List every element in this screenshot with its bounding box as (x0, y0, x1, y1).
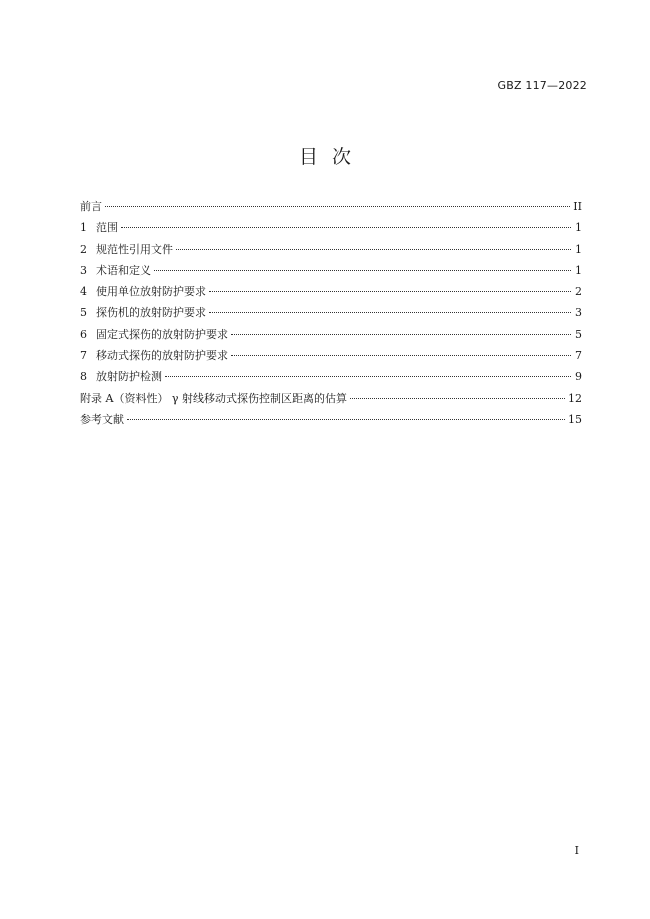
toc-entry-bibliography[interactable] (80, 409, 582, 430)
toc-entry-label: 固定式探伤的放射防护要求 (96, 327, 228, 341)
toc-entry-normative-references[interactable] (80, 239, 582, 260)
toc-entry-page: 2 (575, 285, 582, 299)
toc-entry-equipment-requirements[interactable] (80, 302, 582, 323)
toc-entry-page: 1 (575, 263, 582, 277)
toc-entry-page: 3 (575, 306, 582, 320)
toc-dot-leader (127, 419, 565, 420)
toc-title: 目次 (298, 146, 365, 168)
toc-entry-foreword[interactable] (80, 196, 582, 217)
toc-entry-number: 5 (80, 306, 87, 320)
toc-dot-leader (209, 312, 571, 313)
page-number: I (574, 844, 579, 857)
toc-dot-leader (231, 334, 571, 335)
toc-entry-terms-definitions[interactable] (80, 260, 582, 281)
toc-entry-page: 9 (575, 370, 582, 384)
toc-entry-number: 4 (80, 285, 87, 299)
toc-entry-page: 15 (568, 412, 582, 426)
toc-entry-label: 移动式探伤的放射防护要求 (96, 349, 228, 363)
toc-entry-page: 12 (568, 391, 582, 405)
toc-dot-leader (209, 291, 571, 292)
toc-entry-scope[interactable] (80, 217, 582, 238)
toc-entry-number: 2 (80, 242, 87, 256)
toc-dot-leader (350, 398, 565, 399)
toc-entry-label: 前言 (80, 200, 102, 213)
document-code: GBZ 117—2022 (497, 79, 587, 92)
toc-entry-page: 7 (575, 349, 582, 363)
toc-entry-label: 规范性引用文件 (96, 242, 173, 256)
toc-entry-label: 附录 A（资料性） γ 射线移动式探伤控制区距离的估算 (80, 391, 348, 405)
toc-entry-label: 范围 (96, 221, 118, 235)
toc-entry-page: 5 (575, 327, 582, 341)
toc-dot-leader (165, 376, 571, 377)
toc-entry-label: 使用单位放射防护要求 (96, 285, 206, 299)
toc-entry-page: 1 (575, 242, 582, 256)
toc-entry-number: 3 (80, 263, 87, 277)
toc-entry-label: 放射防护检测 (96, 370, 162, 384)
toc-dot-leader (121, 227, 571, 228)
toc-entry-label: 术语和定义 (96, 263, 151, 277)
table-of-contents (80, 196, 582, 430)
toc-entry-page: II (573, 200, 582, 213)
toc-entry-number: 7 (80, 349, 87, 363)
toc-entry-appendix-a[interactable] (80, 388, 582, 409)
toc-entry-protection-testing[interactable] (80, 366, 582, 387)
toc-dot-leader (154, 270, 571, 271)
toc-entry-label: 参考文献 (80, 412, 124, 426)
toc-dot-leader (176, 249, 571, 250)
toc-entry-label: 探伤机的放射防护要求 (96, 306, 206, 320)
toc-dot-leader (105, 206, 570, 207)
toc-entry-page: 1 (575, 221, 582, 235)
toc-entry-number: 8 (80, 370, 87, 384)
toc-entry-mobile-inspection[interactable] (80, 345, 582, 366)
toc-dot-leader (231, 355, 571, 356)
toc-entry-number: 1 (80, 221, 87, 235)
toc-entry-fixed-inspection[interactable] (80, 324, 582, 345)
toc-entry-number: 6 (80, 327, 87, 341)
toc-entry-user-requirements[interactable] (80, 281, 582, 302)
